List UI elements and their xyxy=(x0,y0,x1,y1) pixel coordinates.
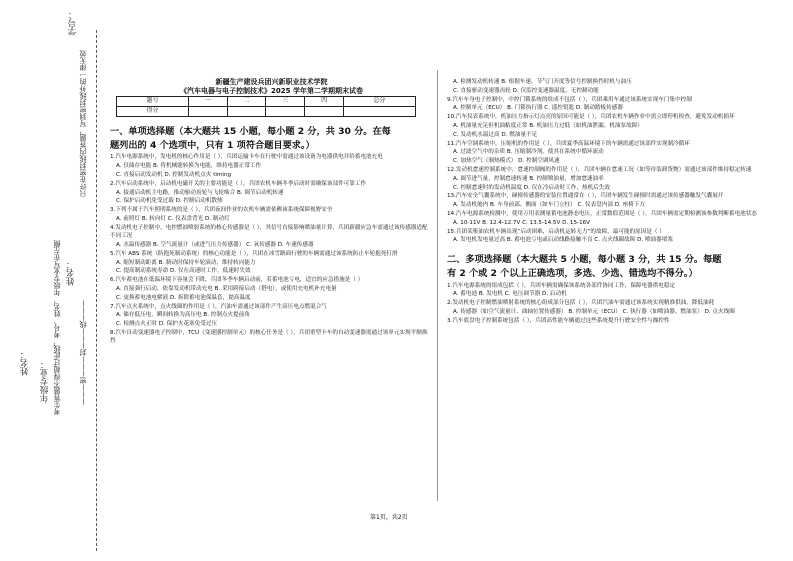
question-text: 1.汽车电源系统的组成包括（ ），兵团车辆需确保该系统各部件协同工作，保障电器供电稳定 xyxy=(447,282,676,289)
score-cell: 二 xyxy=(227,96,266,106)
answer-options: A. 仅储存电能 B. 将机械能转换为电能，维持电器正常工作 xyxy=(116,163,262,170)
question-text: 2.汽车启动系统中，启动机电磁开关的主要功能是（ ），兵团农机车辆冬季启动时需确保该部件可靠工作 xyxy=(110,180,367,187)
column-divider xyxy=(437,70,438,501)
score-blank[interactable] xyxy=(344,106,416,116)
score-cell: 得分 xyxy=(117,106,189,116)
score-cell: 题号 xyxy=(117,96,189,106)
question-text: 11.汽车空调系统中，压缩机的作用是（ ），兵团夏季高温环境下的车辆需通过该部件实现制冷循环 xyxy=(447,140,690,147)
school-name: 新疆生产建设兵团兴新职业技术学院 xyxy=(215,78,328,86)
score-cell: 总分 xyxy=(344,96,416,106)
answer-options: A. 调节进气量，控制怠速转速 B. 控制喷油量，增加怠速油率 xyxy=(453,175,604,182)
right-question-list-2 xyxy=(447,282,770,326)
answer-options: A. 控制单元（ECU） B. 门锁执行器 C. 遥控钥匙 D. 制动踏板传感器 xyxy=(453,105,623,112)
right-column xyxy=(447,78,770,326)
question-text: 12.发动机怠速控制系统中，怠速控制阀的作用是（ ），兵团车辆在怠速工况（如等待装卸货物）需通过该部件维持稳定转速 xyxy=(447,166,752,173)
score-blank[interactable] xyxy=(227,106,266,116)
answer-options: C. 更换蓄电池电解液 D. 拆除蓄电池保温套，提高温度 xyxy=(116,294,251,301)
score-cell: 四 xyxy=(305,96,344,106)
left-question-list xyxy=(110,153,433,345)
question-text: 9.汽车车身电子控制中，中控门锁系统的组成不包括（ ），兵团乘用车通过该系统实现车门集中控制 xyxy=(447,96,692,103)
question-text: 5.汽车 ABS 系统（防抱死制动系统）的核心功能是（ ），兵团在冰雪路面行驶的车辆需通过该系统防止车轮抱死打滑 xyxy=(110,250,398,257)
score-blank[interactable] xyxy=(266,106,305,116)
score-table xyxy=(116,96,416,117)
score-table-score-row xyxy=(117,106,416,116)
binding-strip xyxy=(18,10,96,500)
name-label: 姓名： xyxy=(66,260,76,286)
question-text: 3.汽车底盘电子控制系统包括（ ），兵团高性能车辆通过这些系统提升行驶安全性与操控性 xyxy=(447,317,670,324)
answer-options: C. 保护启动机免受过载 D. 控制启动机散热 xyxy=(116,198,223,205)
answer-options: A. 发动机舱内 B. 车身前部、侧面（如车门立柱） C. 仪表盘内部 D. 座椅下方 xyxy=(453,202,645,209)
answer-options: A. 检测发动机转速 B. 根据车速、节气门开度等信号控制换挡时机与油压 xyxy=(453,79,632,85)
answer-options: A. 传感器（如空气流量计、曲轴位置传感器） B. 控制单元（ECU） C. 执行器（如喷油器、燃油泵） D. 点火线圈 xyxy=(453,308,735,315)
question-text: 6.汽车蓄电池在低温环境下容量会下降，兵团冬季车辆启动前，若蓄电池亏电，适宜的应急措施是（ ） xyxy=(110,277,364,284)
score-table-header-row xyxy=(117,96,416,106)
name-bottom-label: 姓名： xyxy=(20,350,30,376)
answer-options: A. 机油量充足但机油粘度正常 B. 机油压力过低（如机油泄漏、机油泵故障） xyxy=(453,122,643,129)
question-text: 15.兵团某柴油农机车辆出现“启动困难，启动机运转无力”的故障，最可能的原因是（ ） xyxy=(447,228,665,235)
answer-options: A. 接通启动机主电路，推动驱动齿轮与飞轮啮合 B. 调节启动机转速 xyxy=(116,189,284,196)
left-column xyxy=(110,78,433,346)
question-text: 3.下列不属于汽车照明系统的是（ ），兵团夜间作业的农机车辆需依赖该系统保障视野安全 xyxy=(110,207,333,214)
warning-line-2: 考生答题不得超过此线，考号、姓名、年级专业写在左侧 xyxy=(53,240,61,415)
exam-title: 《汽车电器与电子控制技术》2025 学年第二学期期末试卷 xyxy=(180,86,363,95)
answer-options: A. 过滤空气中的杂质 B. 压缩制冷剂，使其在系统中循环流动 xyxy=(453,149,604,156)
score-blank[interactable] xyxy=(305,106,344,116)
section1-title-line1: 一、单项选择题（本大题共 15 小题，每小题 2 分，共 30 分。在每 xyxy=(110,125,391,137)
question-text: 14.汽车电源系统检测中，使用万用表测量蓄电池静态电压，正常数值范围是（ ），兵团车辆需定期检测该参数判断蓄电池状态 xyxy=(447,210,757,217)
answer-options: A. 缩短制动距离 B. 制动时保持车轮滚动，维持转向能力 xyxy=(116,259,256,266)
section1-title-line2: 题列出的 4 个选项中，只有 1 项符合题目要求。） xyxy=(110,139,315,151)
score-blank[interactable] xyxy=(188,106,227,116)
seal-dash-line xyxy=(96,30,97,551)
question-text: 13.汽车安全气囊系统中，碰撞传感器的安装位置通常在（ ），兵团车辆发生碰撞时需通过该传感器触发气囊展开 xyxy=(447,193,724,200)
question-text: 10.汽车仪表系统中，机油压力指示灯点亮的原因可能是（ ），兵团农机车辆作业中需立即停机检查，避免发动机损坏 xyxy=(447,114,735,121)
question-text: 4.发动机电子控制中，电控燃油喷射系统的核心传感器是（ ），其信号直接影响喷油量计算，兵团新疆应急车需通过该传感器适配不同工况 xyxy=(110,224,428,240)
answer-options: C. 检测点火正时 D. 保护火花塞免受过压 xyxy=(116,321,218,328)
question-text: 8.汽车自动变速器电子控制中，TCU（变速器控制单元）的核心任务是（ ），兵团重型卡车的自动变速器需通过该单元实现平顺换挡 xyxy=(110,329,428,345)
grade-major-label: 年级专业： xyxy=(40,360,50,403)
answer-options: A. 前照灯 B. 转向灯 C. 仪表盘背光 D. 制动灯 xyxy=(116,215,230,222)
answer-options: C. 发动机水温过高 D. 燃油量不足 xyxy=(453,131,538,138)
question-text: 7.汽车点火系统中，点火线圈的作用是（ ），汽油车需通过该部件产生高压电点燃混合气 xyxy=(110,303,327,310)
right-question-list xyxy=(447,78,770,245)
answer-options: C. 加热空气（制热模式） D. 控制空调风速 xyxy=(453,158,560,165)
seal-line-text: ———密———封———线——— xyxy=(79,300,87,405)
answer-options: A. 水温传感器 B. 空气流量计（或进气压力传感器） C. 氧传感器 D. 车速传感器 xyxy=(116,241,314,248)
page-footer: 第1页，共2页 xyxy=(370,514,408,521)
answer-options: C. 提高制动系统寿命 D. 仅在高速时工作，低速时失效 xyxy=(116,268,251,275)
question-text: 2.发动机电子控制燃油喷射系统的核心组成部分包括（ ），兵团汽油车需通过该系统实现精准供油，降低油耗 xyxy=(447,300,715,307)
score-cell: 一 xyxy=(188,96,227,106)
warning-line-1: 只许在密封线内答题，写到密封线外的一律无效 xyxy=(79,50,87,197)
section2-title-line2: 有 2 个或 2 个以上正确选项，多选、少选、错选均不得分。） xyxy=(447,268,698,280)
answer-options: A. 10-11V B. 12.4-12.7V C. 13.5-14.5V D. 15-16V xyxy=(453,219,591,226)
answer-options: A. 储存低压电，瞬间转换为高压电 B. 控制点火提前角 xyxy=(116,312,250,319)
answer-options: A. 直接强行启动，依靠发动机带动充电 B. 采用跨接启动（搭电），或使用充电机补充电量 xyxy=(116,285,337,292)
section2-title-line1: 二、多项选择题（本大题共 5 小题，每小题 3 分，共 15 分。每题 xyxy=(447,253,722,265)
answer-options: A. 发电机发电量过高 B. 蓄电池亏电或启动线路接触不良 C. 点火线圈故障 D. 喷油器堵塞 xyxy=(453,237,673,244)
answer-options: A. 蓄电池 B. 发电机 C. 电压调节器 D. 启动机 xyxy=(453,291,567,298)
answer-options: C. 控制怠速时的发动机温度 D. 仅在冷启动时工作，热机后失效 xyxy=(453,184,610,191)
score-cell: 三 xyxy=(266,96,305,106)
answer-options: C. 直接驱动变速器齿轮 D. 仅监控变速器温度，无控制功能 xyxy=(453,87,599,94)
student-id-label: 学号： xyxy=(68,10,78,36)
answer-options: C. 直接启动发动机 D. 控制发动机点火 timing xyxy=(116,171,232,178)
question-text: 1.汽车电源系统中，发电机的核心作用是（ ），兵团运输卡车在行驶中需通过该设备为电器供电并给蓄电池充电 xyxy=(110,154,383,161)
